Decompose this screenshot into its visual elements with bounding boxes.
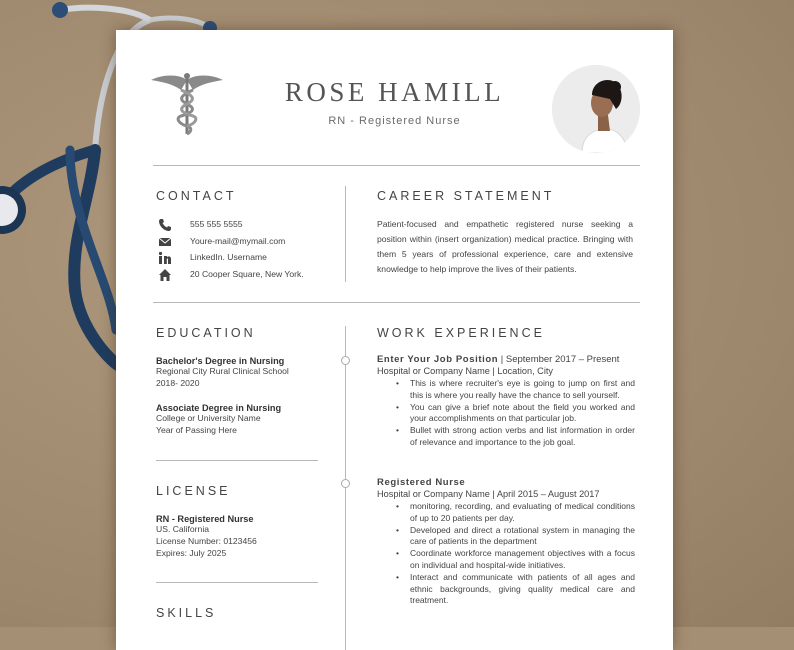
education-years: Year of Passing Here: [156, 424, 237, 435]
license-state: US. California: [156, 524, 210, 534]
timeline-dot: [341, 479, 350, 488]
job-entry: [377, 354, 635, 449]
education-school: Regional City Rural Clinical School: [156, 366, 289, 376]
phone-icon: [158, 218, 172, 232]
education-years: 2018- 2020: [156, 377, 200, 388]
resume-page: ROSE HAMILL RN - Registered Nurse CONTACT 555 555 5555 Youre-mail@mymail.com LinkedIn. Username 20 Cooper Square, New York. CAREER STATEMENT Patient-focused and empathetic registered nurse seeking a position within (insert organization) medical practice. Bringing with them 5 years of professional experience, care and extensive knowledge to help improve the lives of their patients. EDUCATION Bachelor's Degree in Nursing Regional City Rural Clinical School 2018- 2020 Associate Degree in Nursing College or University Name Year of Passing Here LICENSE RN - Registered Nurse US. California License Number: 0123456 Expires: July 2025 SKILLS WORK EXPERIENCE Enter Your Job Position | September 2017 – Present Hospital or Company Name | Location, City • This is where recruiter's eye is going to jump on first and this is where you really have the chance to sell yourself. • You can give a brief note about the field you worked and your accomplishments on that particular job. • Bullet with strong action verbs and list information in order of relevance and importance to the job goal. Registered Nurse Hospital or Company Name | April 2015 – August 2017 • monitoring, recording, and evaluating of medical conditions of up to 20 patients per day. • Developed and direct a rotational system in managing the care of patients in the department • Coordinate workforce management objectives with a focus on individual and hospital-wide initiatives. • Interact and communicate with patients of all ages and ethnic backgrounds, giving quality medical care and treatment.: [116, 30, 673, 650]
linkedin-icon: [158, 251, 172, 265]
license-title: RN - Registered Nurse: [156, 514, 254, 524]
job-bullet: • This is where recruiter's eye is going to jump on first and this is where you really have the chance to sell yourself.: [377, 378, 635, 402]
contact-heading: CONTACT: [156, 189, 237, 203]
job-dates: | September 2017 – Present: [500, 354, 620, 365]
license-expires: Expires: July 2025: [156, 547, 227, 558]
license-divider: [156, 582, 318, 583]
license-number: License Number: 0123456: [156, 535, 257, 546]
timeline-dot: [341, 356, 350, 365]
section-divider: [153, 302, 640, 303]
job-title: Registered Nurse: [377, 477, 466, 488]
job-bullet: • monitoring, recording, and evaluating of medical conditions of up to 20 patients per day.: [377, 501, 635, 525]
education-school: College or University Name: [156, 413, 261, 423]
job-organization: Hospital or Company Name | April 2015 – August 2017: [377, 489, 600, 499]
job-bullet: • You can give a brief note about the field you worked and your accomplishments on that particular job.: [377, 402, 635, 426]
contact-divider: [345, 186, 346, 282]
education-item: [156, 403, 326, 437]
work-heading: WORK EXPERIENCE: [377, 326, 545, 340]
job-bullet: • Developed and direct a rotational system in managing the care of patients in the department: [377, 525, 635, 549]
candidate-title: RN - Registered Nurse: [328, 115, 461, 127]
job-entry: [377, 477, 635, 607]
job-organization: Hospital or Company Name | Location, City: [377, 366, 554, 376]
education-item: [156, 356, 326, 390]
education-degree: Bachelor's Degree in Nursing: [156, 356, 285, 366]
education-heading: EDUCATION: [156, 326, 256, 340]
home-icon: [158, 268, 172, 282]
header-divider: [153, 165, 640, 166]
timeline-line: [345, 326, 346, 650]
job-bullet: • Interact and communicate with patients of all ages and ethnic backgrounds, giving quality medical care and treatment.: [377, 572, 635, 607]
candidate-name: ROSE HAMILL: [284, 77, 505, 107]
profile-photo: [552, 65, 640, 153]
envelope-icon: [158, 235, 172, 249]
job-title: Enter Your Job Position: [377, 354, 499, 365]
license-block: [156, 514, 326, 559]
education-divider: [156, 460, 318, 461]
career-heading: CAREER STATEMENT: [377, 189, 555, 203]
job-bullet: • Bullet with strong action verbs and list information in order of relevance and importance to the job goal.: [377, 425, 635, 449]
job-bullet: • Coordinate workforce management objectives with a focus on individual and hospital-wide initiatives.: [377, 548, 635, 572]
career-statement: Patient-focused and empathetic registered nurse seeking a position within (insert organization) medical practice. Bringing with them 5 years of professional experience, care and extensive knowledge to help improve the lives of their patients.: [377, 219, 633, 274]
education-degree: Associate Degree in Nursing: [156, 403, 282, 413]
license-heading: LICENSE: [156, 484, 231, 498]
skills-heading: SKILLS: [156, 606, 217, 620]
